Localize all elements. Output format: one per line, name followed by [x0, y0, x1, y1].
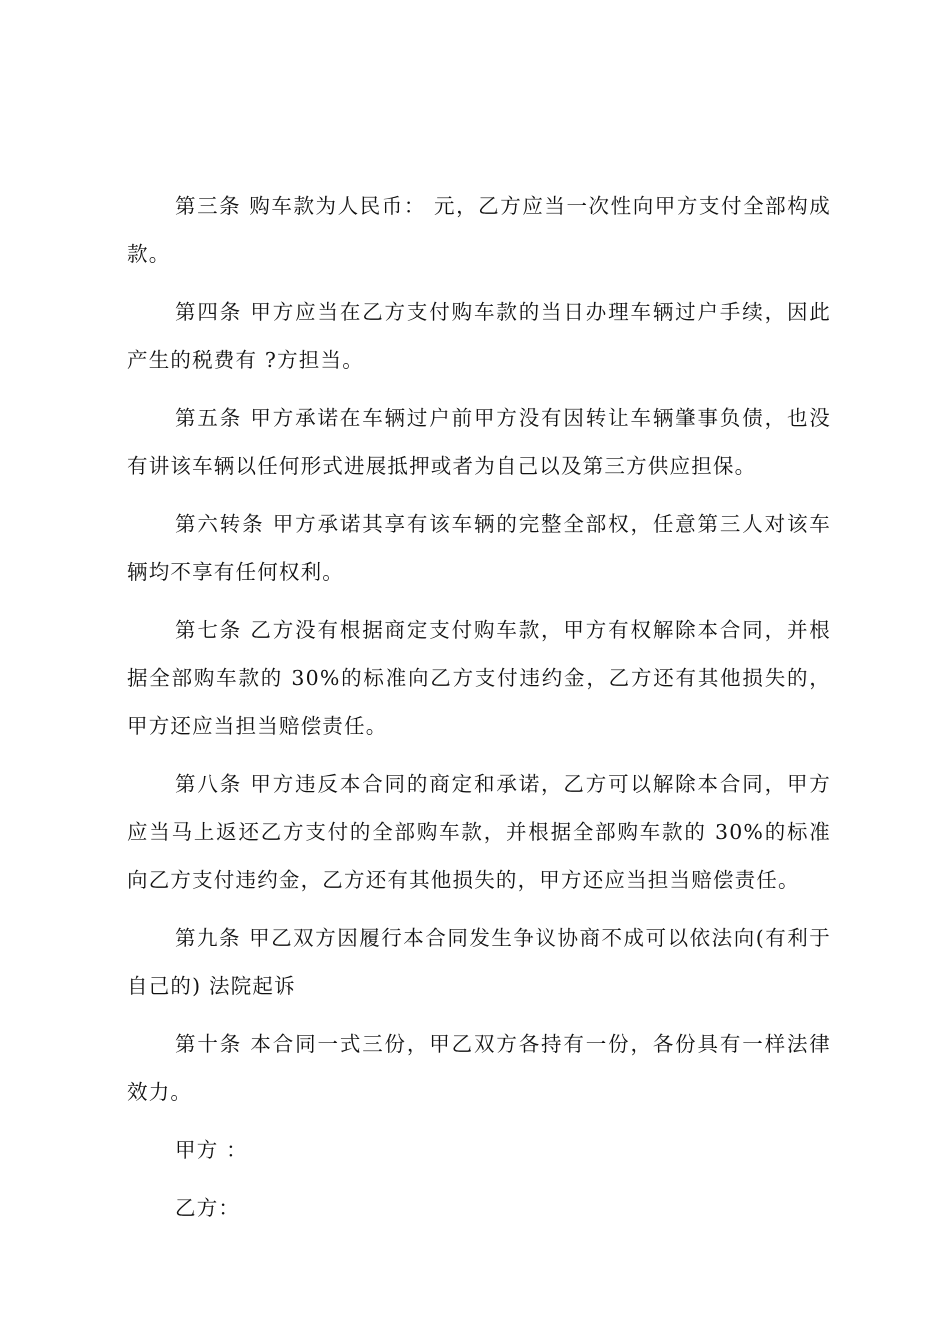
clause-8: 第八条 甲方违反本合同的商定和承诺，乙方可以解除本合同，甲方应当马上返还乙方支付的全部购车款，并根据全部购车款的 30%的标准向乙方支付违约金，乙方还有其他损失的，甲方还应当担当赔偿责任。 [127, 772, 831, 892]
contract-body [127, 182, 831, 1242]
clause-3: 第三条 购车款为人民币： 元，乙方应当一次性向甲方支付全部构成款。 [127, 194, 831, 266]
clause-6: 第六转条 甲方承诺其享有该车辆的完整全部权，任意第三人对该车辆均不享有任何权利。 [127, 512, 831, 584]
clause-7: 第七条 乙方没有根据商定支付购车款，甲方有权解除本合同，并根据全部购车款的 30%的标准向乙方支付违约金，乙方还有其他损失的，甲方还应当担当赔偿责任。 [127, 618, 831, 738]
clause-10: 第十条 本合同一式三份，甲乙双方各持有一份，各份具有一样法律效力。 [127, 1032, 831, 1104]
party-b-signature-label: 乙方： [175, 1196, 241, 1220]
party-a-signature-label: 甲方 ： [175, 1138, 248, 1162]
clause-5: 第五条 甲方承诺在车辆过户前甲方没有因转让车辆肇事负债，也没有讲该车辆以任何形式进展抵押或者为自己以及第三方供应担保。 [127, 406, 831, 478]
clause-4: 第四条 甲方应当在乙方支付购车款的当日办理车辆过户手续，因此产生的税费有 ?方担当。 [127, 300, 831, 372]
clause-9: 第九条 甲乙双方因履行本合同发生争议协商不成可以依法向(有利于自己的) 法院起诉 [127, 926, 831, 998]
